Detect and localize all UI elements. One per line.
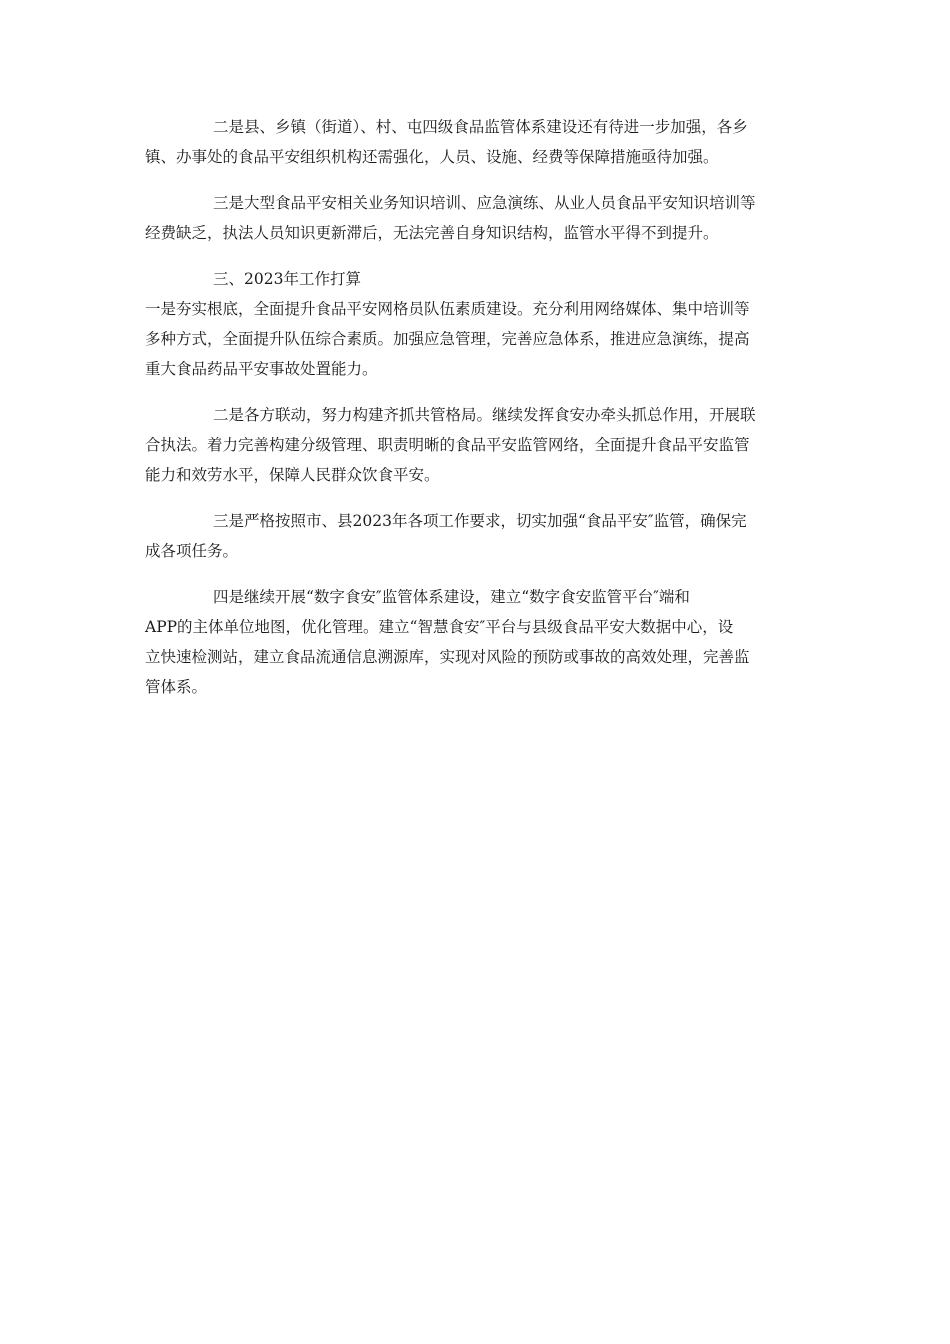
text-line: 经费缺乏，执法人员知识更新滞后，无法完善自身知识结构，监管水平得不到提升。 (145, 224, 719, 242)
text-line: 三是大型食品平安相关业务知识培训、应急演练、从业人员食品平安知识培训等 (213, 194, 756, 212)
text-line: 多种方式，全面提升队伍综合素质。加强应急管理，完善应急体系，推进应急演练，提高 (145, 330, 750, 348)
paragraph-problem-two (145, 112, 807, 172)
text-line: APP的主体单位地图，优化管理。建立“智慧食安″平台与县级食品平安大数据中心，设 (145, 618, 734, 636)
text-line: 成各项任务。 (145, 542, 239, 560)
heading-text: 三、2023年工作打算 (213, 270, 361, 288)
text-line: 四是继续开展“数字食安″监管体系建设，建立“数字食安监管平台″端和 (213, 588, 690, 606)
text-line: 立快速检测站，建立食品流通信息溯源库，实现对风险的预防或事故的高效处理，完善监 (145, 648, 750, 666)
text-line: 镇、办事处的食品平安组织机构还需强化，人员、设施、经费等保障措施亟待加强。 (145, 148, 719, 166)
text-line: 重大食品药品平安事故处置能力。 (145, 360, 378, 378)
text-line: 一是夯实根底，全面提升食品平安网格员队伍素质建设。充分利用网络媒体、集中培训等 (145, 300, 750, 318)
paragraph-plan-one (145, 294, 807, 384)
text-line: 管体系。 (145, 678, 208, 696)
paragraph-problem-three (145, 188, 807, 248)
text-line: 三是严格按照市、县2023年各项工作要求，切实加强“食品平安″监管，确保完 (213, 512, 747, 530)
paragraph-plan-three (145, 506, 807, 566)
text-line: 二是县、乡镇（街道）、村、屯四级食品监管体系建设还有待进一步加强，各乡 (213, 118, 748, 136)
document-page (145, 112, 807, 718)
section-heading (145, 264, 807, 294)
paragraph-plan-two (145, 400, 807, 490)
text-line: 二是各方联动，努力构建齐抓共管格局。继续发挥食安办牵头抓总作用，开展联 (213, 406, 756, 424)
text-line: 合执法。着力完善构建分级管理、职责明晰的食品平安监管网络，全面提升食品平安监管 (145, 436, 750, 454)
paragraph-plan-four (145, 582, 807, 702)
text-line: 能力和效劳水平，保障人民群众饮食平安。 (145, 466, 440, 484)
